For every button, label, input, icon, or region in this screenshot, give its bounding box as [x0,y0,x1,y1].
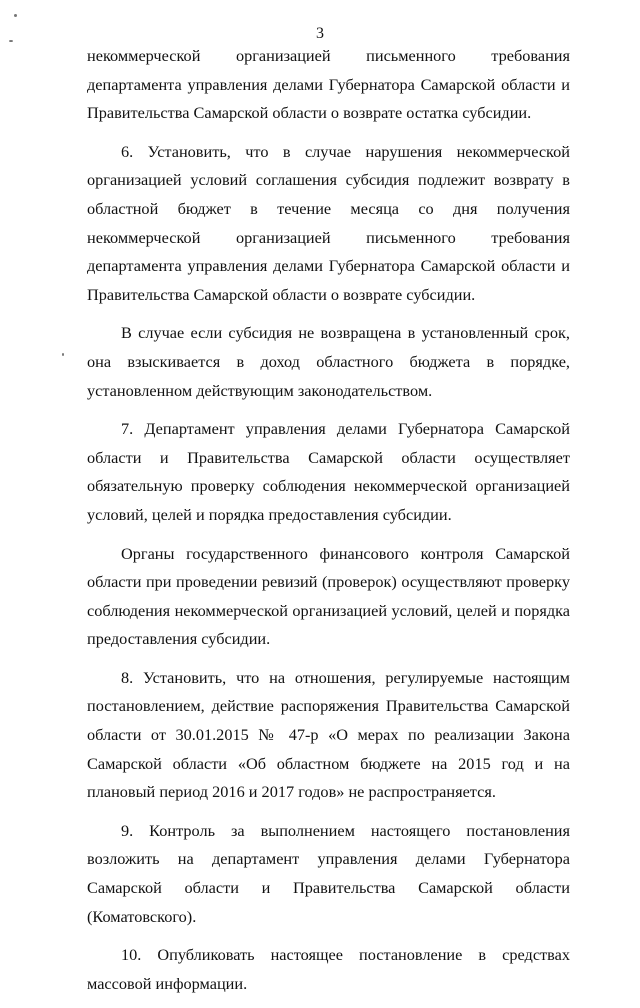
paragraph-item-7: 7. Департамент управления делами Губернатора Самарской области и Правительства Самарской области осуществляет обязательную проверку соблюдения некоммерческой организацией условий, целей и порядка предоставления субсидии. [87,419,570,524]
page-number: 3 [316,25,324,42]
paragraph-item-6: 6. Установить, что в случае нарушения некоммерческой организацией условий соглашения субсидия подлежит возврату в областной бюджет в течение месяца со дня получения некоммерческой организацией письменного требования департамента управления делами Губернатора Самарской области и Правительства Самарской области о возврате субсидии. [87,141,570,304]
scan-speck [62,353,64,356]
paragraph-financial-control: Органы государственного финансового контроля Самарской области при проведении ревизий (проверок) осуществляют проверку соблюдения некоммерческой организацией условий, целей и порядка предоставления субсидии. [87,543,570,649]
paragraph-continuation: некоммерческой организацией письменного требования департамента управления делами Губернатора Самарской области и Правительства Самарской области о возврате остатка субсидии. [87,46,570,123]
document-body [87,42,570,1008]
paragraph-recovery: В случае если субсидия не возвращена в установленный срок, она взыскивается в доход областного бюджета в порядке, установленном действующим законодательством. [87,323,570,400]
paragraph-item-10: 10. Опубликовать настоящее постановление в средствах массовой информации. [87,945,570,993]
scan-speck [14,14,17,17]
scan-speck [9,40,13,42]
paragraph-item-8: 8. Установить, что на отношения, регулируемые настоящим постановлением, действие распоряжения Правительства Самарской области от 30.01.2015 № 47-р «О мерах по реализации Закона Самарской области «Об областном бюджете на 2015 год и на плановый период 2016 и 2017 годов» не распространяется. [87,667,570,802]
paragraph-item-9: 9. Контроль за выполнением настоящего постановления возложить на департамент управления делами Губернатора Самарской области и Правительства Самарской области (Коматовского). [87,820,570,926]
